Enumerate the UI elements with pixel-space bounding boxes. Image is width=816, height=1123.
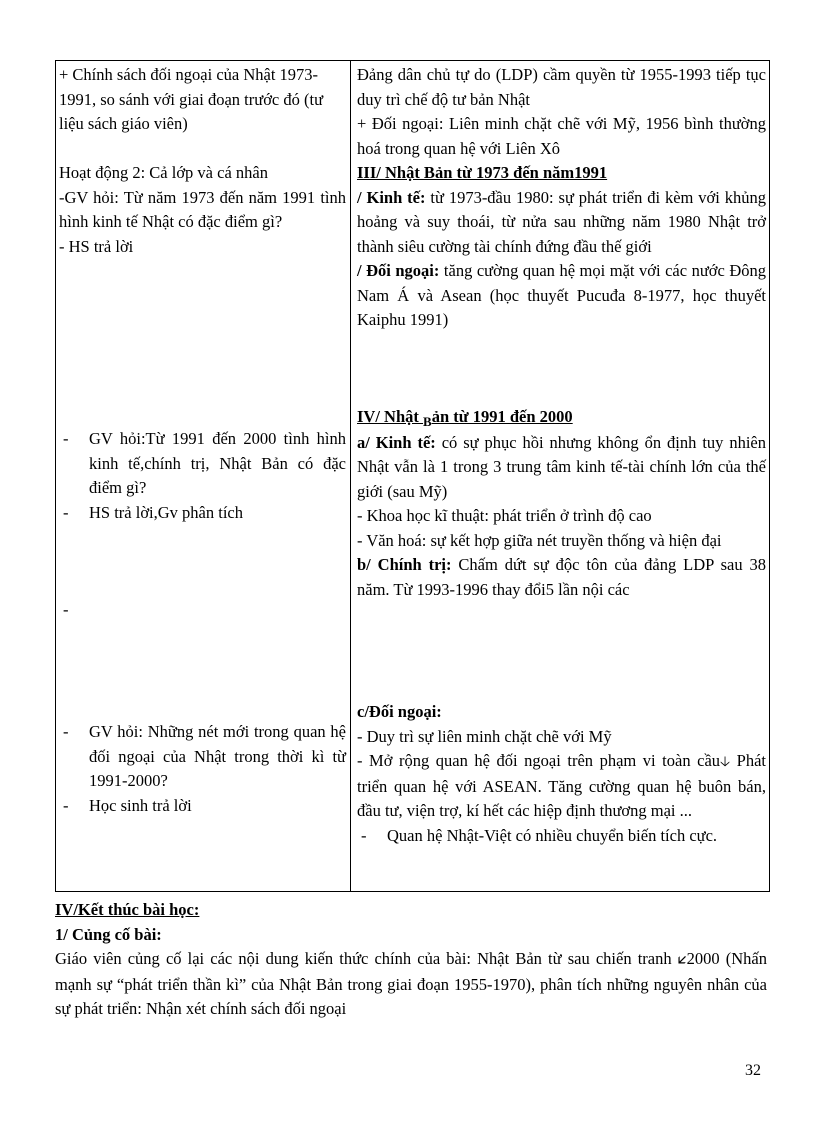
list-item: - Quan hệ Nhật-Việt có nhiều chuyển biến tích cực. <box>361 825 718 845</box>
list-item: - GV hỏi:Từ 1991 đến 2000 tình hình kinh tế,chính trị, Nhật Bản có đặc điểm gì? <box>63 429 346 497</box>
foreign-policy-paragraph: / Đối ngoại: tăng cường quan hệ mọi mặt với các nước Đông Nam Á và Asean (học thuyết Pucuđa 8-1977, học thuyết Kaiphu 1991) <box>357 261 766 329</box>
right-block-c <box>357 700 766 848</box>
economy-paragraph: / Kinh tế: từ 1973-đầu 1980: sự phát triển đi kèm với khủng hoảng và suy thoái, từ nửa sau những năm 1980 Nhật trở thành siêu cường tài chính đứng đầu thế giới <box>357 187 766 256</box>
consolidation-paragraph: Giáo viên củng cố lại các nội dung kiến thức chính của bài: Nhật Bản từ sau chiến tranh 🡯2000 (Nhấn mạnh sự “phát triển thần kì” của Nhật Bản trong giai đoạn 1955-1970), phân tích những nguyên nhân của sự phát triển: Nhận xét chính sách đối ngoại <box>55 949 768 1018</box>
left-block-foreign <box>59 720 346 818</box>
foreign-c-heading: c/Đối ngoại: <box>357 702 442 721</box>
politics-paragraph: b/ Chính trị: Chấm dứt sự độc tôn của đảng LDP sau 38 năm. Từ 1993-1996 thay đổi5 lần nội các <box>357 555 766 599</box>
consolidation-subheading: 1/ Củng cố bài: <box>55 924 162 944</box>
list-item: - HS trả lời,Gv phân tích <box>63 502 243 522</box>
left-block-activity2 <box>59 161 346 259</box>
column-divider <box>350 61 351 891</box>
activity-heading: Hoạt động 2: Cả lớp và cá nhân <box>59 163 268 182</box>
section-heading-iv: IV/ Nhật $_B$ản từ 1991 đến 2000 <box>357 407 573 429</box>
lesson-table: + Chính sách đối ngoại của Nhật 1973-1991, so sánh với giai đoạn trước đó (tư liệu sách giáo viên) Hoạt động 2: Cả lớp và cá nhân -GV hỏi: Từ năm 1973 đến năm 1991 tình hình kinh tế Nhật có đặc điểm gì? - HS trả lời - GV hỏi:Từ 1991 đến 2000 tình hình kinh tế,chính trị, Nhật Bản có đặc điểm gì? - HS trả lời,Gv phân tích - - GV hỏi: Những nét mới trong quan hệ đối ngoại của Nhật trong thời kì từ 1991-2000? - Học sinh trả lời Đảng dân chủ tự do (LDP) cầm quyền từ 1955-1993 tiếp tục duy trì chế độ tư bản Nhật + Đối ngoại: Liên minh chặt chẽ với Mỹ, 1956 bình thường hoá trong quan hệ với Liên Xô III/ Nhật Bản từ 1973 đến năm1991 / Kinh tế: từ 1973-đầu 1980: sự phát triển đi kèm với khủng hoảng và suy thoái, từ nửa sau những năm 1980 Nhật trở thành siêu cường tài chính đứng đầu thế giới / Đối ngoại: tăng cường quan hệ mọi mặt với các nước Đông Nam Á và Asean (học thuyết Pucuđa 8-1977, học thuyết Kaiphu 1991) IV/ Nhật $_B$ản từ 1991 đến 2000 a/ Kinh tế: có sự phục hồi nhưng không ổn định tuy nhiên Nhật vẫn là 1 trong 3 trung tâm kinh tế-tài chính lớn của thế giới (sau Mỹ) - Khoa học kĩ thuật: phát triển ở trình độ cao - Văn hoá: sự kết hợp giữa nét truyền thống và hiện đại b/ Chính trị: Chấm dứt sự độc tôn của đảng LDP sau 38 năm. Từ 1993-1996 thay đổi5 lần nội các c/Đối ngoại: - Duy trì sự liên minh chặt chẽ với Mỹ - Mở rộng quan hệ đối ngoại trên phạm vi toàn cầu🡣 Phát triển quan hệ với ASEAN. Tăng cường quan hệ buôn bán, đầu tư, viện trợ, kí hết các hiệp định thương mại ... - Quan hệ Nhật-Việt có nhiều chuyển biến tích cực. <box>55 60 770 892</box>
left-block-policy <box>59 63 346 137</box>
page-number: 32 <box>745 1062 761 1079</box>
alliance-paragraph: - Duy trì sự liên minh chặt chẽ với Mỹ <box>357 726 612 746</box>
right-block-iv <box>357 405 766 602</box>
left-block-1991 <box>59 427 346 525</box>
right-block-1 <box>357 63 766 333</box>
expand-paragraph: - Mở rộng quan hệ đối ngoại trên phạm vi toàn cầu🡣 Phát triển quan hệ với ASEAN. Tăng cường quan hệ buôn bán, đầu tư, viện trợ, kí hết các hiệp định thương mại ... <box>357 751 766 820</box>
foreign-paragraph: + Đối ngoại: Liên minh chặt chẽ với Mỹ, 1956 bình thường hoá trong quan hệ với Liên Xô <box>357 114 766 158</box>
arrow-down-left-icon: 🡯 <box>677 952 687 968</box>
section-heading-iii: III/ Nhật Bản từ 1973 đến năm1991 <box>357 163 608 182</box>
culture-paragraph: - Văn hoá: sự kết hợp giữa nét truyền thống và hiện đại <box>357 530 722 550</box>
teacher-question: -GV hỏi: Từ năm 1973 đến năm 1991 tình hình kinh tế Nhật có đặc điểm gì? <box>59 187 346 231</box>
left-text: + Chính sách đối ngoại của Nhật 1973-1991, so sánh với giai đoạn trước đó (tư liệu sách giáo viên) <box>59 65 324 133</box>
economy-a-paragraph: a/ Kinh tế: có sự phục hồi nhưng không ổn định tuy nhiên Nhật vẫn là 1 trong 3 trung tâm kinh tế-tài chính lớn của thế giới (sau Mỹ) <box>357 432 766 501</box>
conclusion-section <box>55 898 767 1022</box>
conclusion-heading: IV/Kết thúc bài học: <box>55 900 200 919</box>
list-item: - Học sinh trả lời <box>63 795 192 815</box>
science-paragraph: - Khoa học kĩ thuật: phát triển ở trình độ cao <box>357 506 652 525</box>
list-item: - GV hỏi: Những nét mới trong quan hệ đối ngoại của Nhật trong thời kì từ 1991-2000? <box>63 722 346 790</box>
student-answer: - HS trả lời <box>59 236 134 256</box>
arrow-down-icon: 🡣 <box>720 754 731 770</box>
ldp-paragraph: Đảng dân chủ tự do (LDP) cầm quyền từ 1955-1993 tiếp tục duy trì chế độ tư bản Nhật <box>357 65 766 109</box>
